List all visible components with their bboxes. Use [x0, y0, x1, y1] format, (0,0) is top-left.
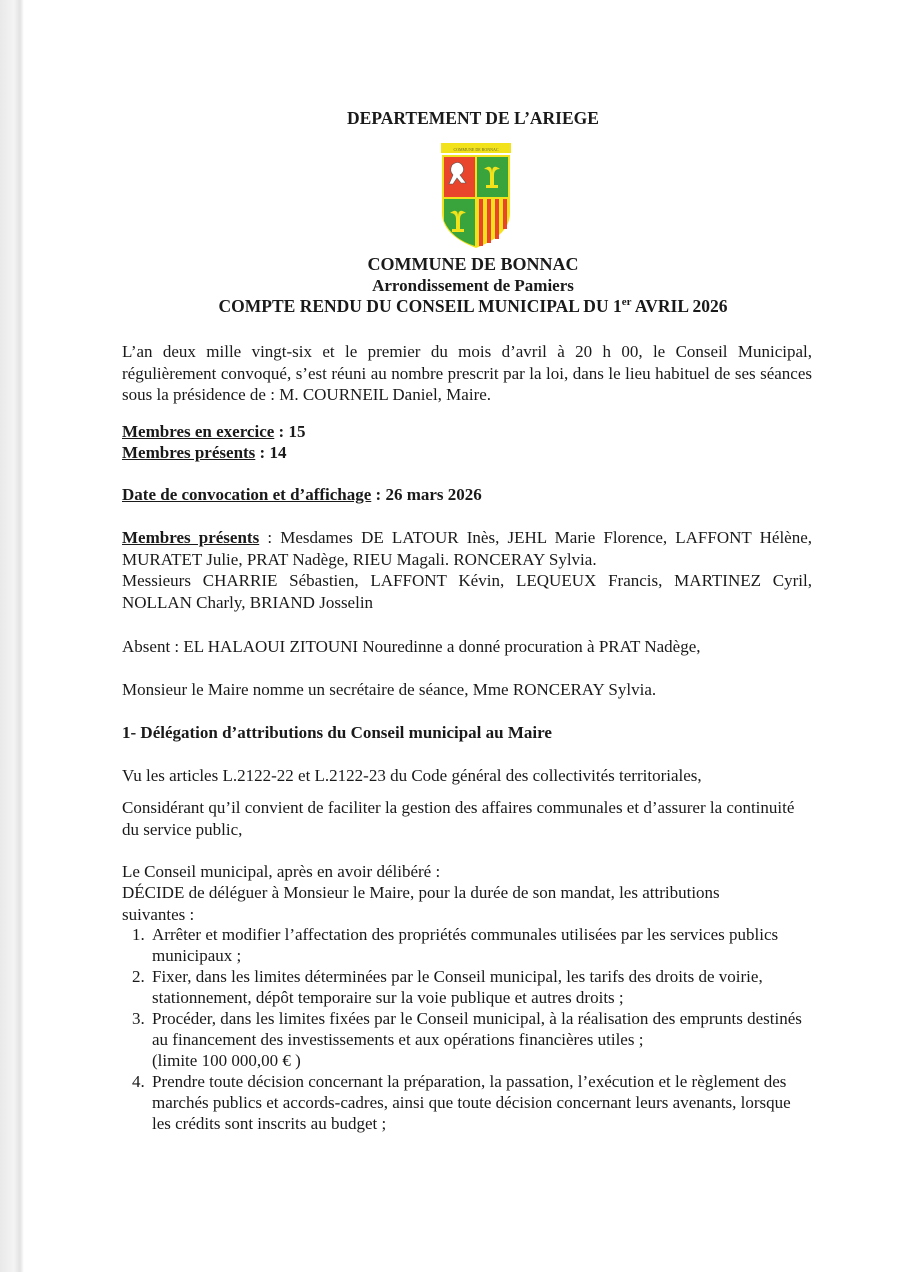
intro-paragraph: L’an deux mille vingt-six et le premier du mois d’avril à 20 h 00, le Conseil Municipal, régulièrement convoqué, s’est réuni au nombre prescrit par la loi, dans le lieu habituel de ses séances sous la présidence de : M. COURNEIL Daniel, Maire.: [122, 342, 812, 404]
members-present-count: Membres présents : 14: [122, 443, 287, 462]
legal-reference: Vu les articles L.2122-22 et L.2122-23 du Code général des collectivités territoriales,: [122, 766, 702, 785]
department-title: DEPARTEMENT DE L’ARIEGE: [347, 108, 599, 128]
commune-name: COMMUNE DE BONNAC: [367, 254, 579, 274]
decision-statement: DÉCIDE de déléguer à Monsieur le Maire, pour la durée de son mandat, les attributions suivantes :: [122, 883, 720, 924]
present-members-men: Messieurs CHARRIE Sébastien, LAFFONT Kévin, LEQUEUX Francis, MARTINEZ Cyril, NOLLAN Charly, BRIAND Josselin: [122, 571, 812, 612]
list-item: 2. Fixer, dans les limites déterminées par le Conseil municipal, les tarifs des droits de voirie, stationnement, dépôt temporaire sur la voie publique et autres droits ;: [132, 967, 763, 1007]
present-members-women: Membres présents : Mesdames DE LATOUR Inès, JEHL Marie Florence, LAFFONT Hélène, MURATET Julie, PRAT Nadège, RIEU Magali. RONCERAY Sylvia.: [122, 528, 813, 569]
council-deliberation: Le Conseil municipal, après en avoir délibéré :: [122, 862, 441, 881]
scan-edge: [0, 0, 24, 1272]
list-item: 1. Arrêter et modifier l’affectation des propriétés communales utilisées par les services publics municipaux ;: [132, 925, 779, 965]
document-title: COMPTE RENDU DU CONSEIL MUNICIPAL DU 1er AVRIL 2026: [218, 296, 728, 316]
list-item: 4. Prendre toute décision concernant la préparation, la passation, l’exécution et le règlement des marchés publics et accords-cadres, ainsi que toute décision concernant leurs avenants, lorsque les crédits sont inscrits au budget ;: [132, 1072, 791, 1133]
arrondissement: Arrondissement de Pamiers: [372, 276, 574, 295]
section-1-heading: 1- Délégation d’attributions du Conseil municipal au Maire: [122, 723, 552, 742]
commune-crest-logo: [440, 143, 512, 249]
list-item: 3. Procéder, dans les limites fixées par le Conseil municipal, à la réalisation des emprunts destinés au financement des investissements et aux opérations financières utiles ; (limite 100 000,00 € ): [132, 1009, 802, 1070]
absent-note: Absent : EL HALAOUI ZITOUNI Nouredinne a donné procuration à PRAT Nadège,: [122, 637, 701, 656]
secretary-note: Monsieur le Maire nomme un secrétaire de séance, Mme RONCERAY Sylvia.: [122, 680, 657, 699]
members-in-office: Membres en exercice : 15: [122, 422, 306, 441]
crest-banner-text: COMMUNE DE BONNAC: [453, 147, 499, 152]
attributions-list: [122, 924, 802, 1134]
convocation-date: Date de convocation et d’affichage : 26 mars 2026: [122, 485, 482, 504]
considerant-paragraph: Considérant qu’il convient de faciliter la gestion des affaires communales et d’assurer la continuité du service public,: [122, 798, 795, 839]
